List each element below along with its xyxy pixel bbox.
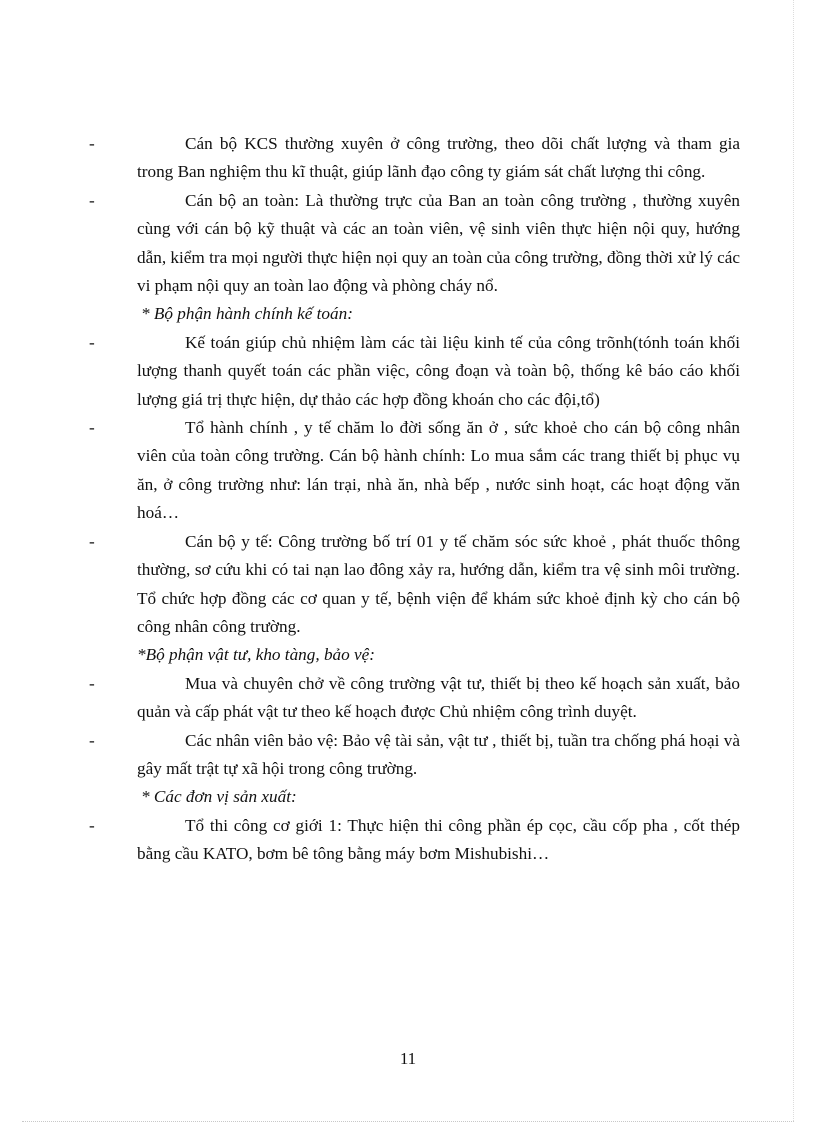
footer-rule bbox=[22, 1121, 794, 1122]
paragraph-mechanized-team bbox=[89, 812, 740, 869]
bullet-dash: - bbox=[89, 332, 95, 352]
paragraph-text: Cán bộ KCS thường xuyên ở công trường, theo dõi chất lượng và tham gia trong Ban nghiệm thu kĩ thuật, giúp lãnh đạo công ty giám sát chất lượng thi công. bbox=[137, 134, 740, 182]
paragraph-text: Kế toán giúp chủ nhiệm làm các tài liệu kinh tế của công trõnh(tónh toán khối lượng thanh quyết toán các phần việc, công đoạn và toàn bộ, thống kê báo cáo khối lượng giá trị thực hiện, dự thảo các hợp đồng khoán cho các đội,tổ) bbox=[137, 332, 740, 409]
paragraph-text: Cán bộ an toàn: Là thường trực của Ban an toàn công trường , thường xuyên cùng với cán bộ kỹ thuật và các an toàn viên, vệ sinh viên thực hiện nội quy, hướng dẫn, kiểm tra mọi người thực hiện nọi quy an toàn của công trường, đồng thời xử lý các vi phạm nội quy an toàn lao động và phòng cháy nổ. bbox=[137, 190, 740, 296]
section-heading-production-units: * Các đơn vị sản xuất: bbox=[141, 787, 297, 807]
bullet-dash: - bbox=[89, 190, 95, 210]
paragraph-text: Cán bộ y tế: Công trường bố trí 01 y tế chăm sóc sức khoẻ , phát thuốc thông thường, sơ cứu khi có tai nạn lao đông xảy ra, hướng dẫn, kiểm tra vệ sinh môi trường. Tổ chức hợp đồng các cơ quan y tế, bệnh viện để khám sức khoẻ định kỳ cho cán bộ công nhân công trường. bbox=[137, 531, 740, 636]
paragraph-medical-officer bbox=[89, 528, 740, 642]
paragraph-kcs bbox=[89, 130, 740, 187]
page-edge-rule bbox=[793, 0, 794, 1121]
page-number: 11 bbox=[399, 1049, 417, 1068]
paragraph-accounting bbox=[89, 329, 740, 414]
bullet-dash: - bbox=[89, 730, 95, 750]
bullet-dash: - bbox=[89, 815, 95, 835]
bullet-dash: - bbox=[89, 673, 95, 693]
bullet-dash: - bbox=[89, 531, 95, 551]
paragraph-safety bbox=[89, 187, 740, 301]
paragraph-admin-medical bbox=[89, 414, 740, 528]
section-heading-admin-accounting: * Bộ phận hành chính kế toán: bbox=[141, 304, 353, 324]
section-heading-materials: *Bộ phận vật tư, kho tàng, bảo vệ: bbox=[137, 645, 376, 665]
paragraph-text: Tổ thi công cơ giới 1: Thực hiện thi công phần ép cọc, cầu cốp pha , cốt thép bằng cầu KATO, bơm bê tông bằng máy bơm Mishubishi… bbox=[137, 815, 740, 864]
bullet-dash: - bbox=[89, 418, 95, 438]
paragraph-text: Tổ hành chính , y tế chăm lo đời sống ăn ở , sức khoẻ cho cán bộ công nhân viên của toàn công trường. Cán bộ hành chính: Lo mua sắm các trang thiết bị phục vụ ăn, ở công trường như: lán trại, nhà ăn, nhà bếp , nước sinh hoạt, các hoạt động văn hoá… bbox=[137, 418, 740, 523]
paragraph-security bbox=[89, 727, 740, 784]
paragraph-text: Các nhân viên bảo vệ: Bảo vệ tài sản, vật tư , thiết bị, tuần tra chống phá hoại và gây mất trật tự xã hội trong công trường. bbox=[137, 730, 740, 778]
paragraph-procurement bbox=[89, 670, 740, 727]
document-body bbox=[89, 130, 740, 869]
paragraph-text: Mua và chuyên chở về công trường vật tư, thiết bị theo kế hoạch sản xuất, bảo quản và cấp phát vật tư theo kế hoạch được Chủ nhiệm công trình duyệt. bbox=[137, 673, 740, 722]
bullet-dash: - bbox=[89, 134, 95, 153]
